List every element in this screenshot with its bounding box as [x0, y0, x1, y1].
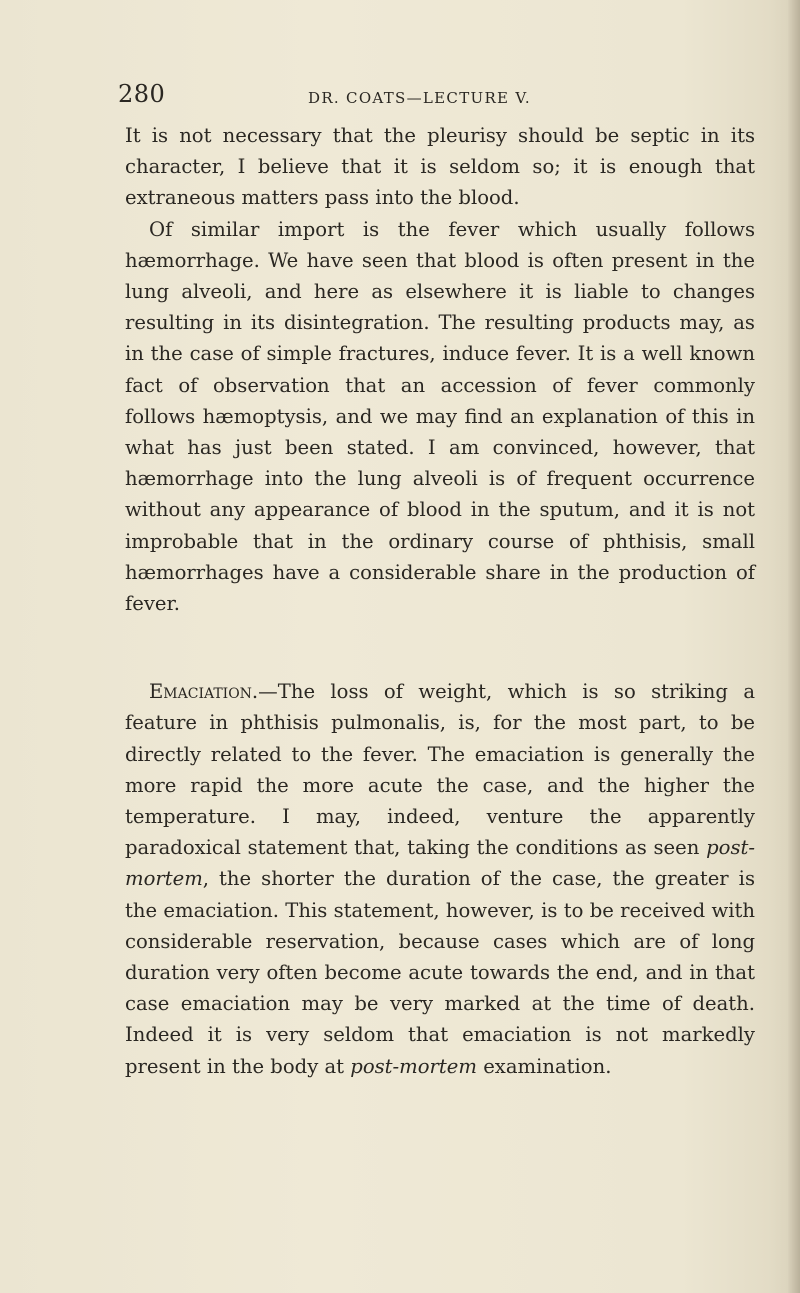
post-mortem-term-1: post-mortem	[125, 836, 755, 891]
paragraph-haemorrhage-fever: Of similar import is the fever which usually follows hæmorrhage. We have seen that blood is often present in the lung alveoli, and here as elsewhere it is liable to changes resulting in its disintegration. The resulting products may, as in the case of simple fractures, induce fever. It is a well known fact of observation that an accession of fever commonly follows hæmoptysis, and we may find an explanation of this in what has just been stated. I am convinced, however, that hæmorrhage into the lung alveoli is of frequent occurrence without any appearance of blood in the sputum, and it is not improbable that in the ordinary course of phthisis, small hæmorrhages have a considerable share in the production of fever.	[125, 217, 755, 616]
emaciation-text-part-3: examination.	[476, 1054, 612, 1078]
running-head	[118, 80, 638, 114]
page-edge-shadow	[788, 0, 800, 1293]
emaciation-text-part-2: , the shorter the duration of the case, the greater is the emaciation. This statement, however, is to be received with considerable reservation, because cases which are of long duration very often become acute towards the end, and in that case emaciation may be very marked at the time of death. Indeed it is very seldom that emaciation is not markedly present in the body at	[125, 867, 755, 1078]
running-head-title: DR. COATS—LECTURE V.	[308, 89, 531, 107]
section-heading-emaciation: Emaciation.	[149, 680, 259, 704]
emaciation-text-part-1: —The loss of weight, which is so striking a feature in phthisis pulmonalis, is, for the most part, to be directly related to the fever. The emaciation is generally the more rapid the more acute the case, and the higher the temperature. I may, indeed, venture the apparently paradoxical statement that, taking the conditions as seen	[125, 680, 755, 860]
paragraph-emaciation	[125, 676, 755, 1082]
page-number: 280	[118, 80, 166, 108]
paragraph-pleurisy: It is not necessary that the pleurisy should be septic in its character, I believe that it is seldom so; it is enough that extraneous matters pass into the blood.	[125, 124, 755, 210]
post-mortem-term-2: post-mortem	[350, 1054, 477, 1078]
body-text	[125, 120, 755, 1082]
